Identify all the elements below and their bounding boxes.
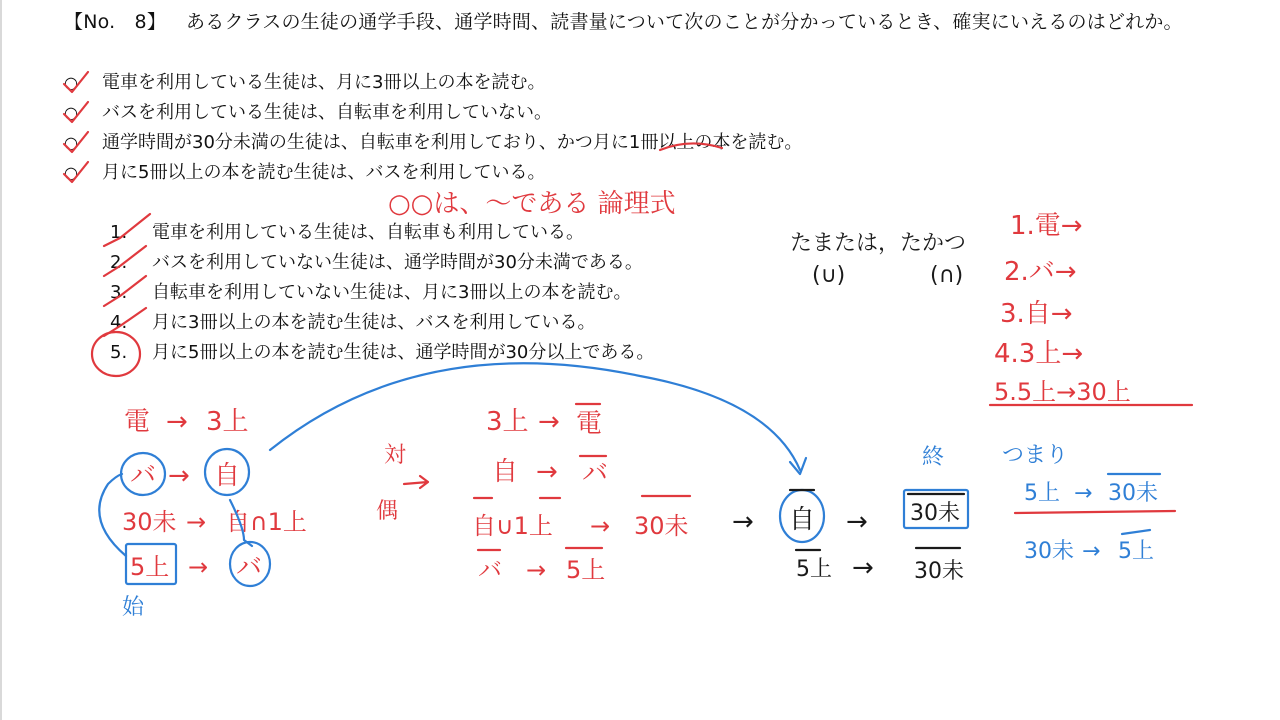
conclusion-label: つまり: [1002, 443, 1069, 468]
chain-term: 自: [214, 461, 241, 491]
chain-arrow: →: [188, 553, 209, 581]
check-mark-icon: [64, 132, 88, 152]
circle-bullet-icon: ○: [64, 133, 78, 152]
kaatsu-overline: [660, 143, 722, 150]
condition-text: 月に5冊以上の本を読む生徒は、バスを利用している。: [102, 162, 546, 183]
conclusion: [1002, 443, 1160, 564]
start-label: 始: [122, 595, 145, 620]
chain-term: 5上: [130, 553, 170, 581]
question-number: 【No. 8】: [64, 11, 167, 33]
check-mark-icon: [64, 162, 88, 182]
choice-text: 自転車を利用していない生徒は、月に3冊以上の本を読む。: [152, 282, 632, 303]
circle-bullet-icon: ○: [64, 73, 78, 92]
summary-item: 1.電→: [1010, 211, 1083, 241]
summary-list: [994, 211, 1131, 406]
strike-mark-icon: [104, 214, 150, 246]
summary-item: 3.自→: [1000, 299, 1073, 329]
strike-mark-icon: [104, 246, 146, 276]
contrapositive-char: 対: [384, 443, 407, 468]
contrapositive-char: 偶: [376, 499, 399, 524]
arrow-icon: [404, 476, 428, 488]
condition-text: 通学時間が30分未満の生徒は、自転車を利用しており、かつ月に1冊以上の本を読む。: [102, 132, 803, 153]
choice-number: 1.: [110, 222, 128, 243]
chain-term: 3上: [486, 407, 529, 437]
strike-mark-icon: [104, 276, 146, 306]
end-chain: [732, 445, 968, 584]
chain-term: 5上: [1118, 539, 1154, 564]
summary-item: 5.5上→30上: [994, 378, 1131, 406]
end-label: 終: [922, 445, 945, 470]
chain-arrow: →: [536, 457, 558, 487]
chain-term: 30未: [914, 559, 964, 584]
condition-check-marks: [64, 72, 88, 182]
chain-term: バ: [130, 461, 157, 491]
chain-term: 30未: [122, 508, 177, 536]
chain-arrow: →: [166, 407, 188, 437]
chain-arrow: →: [846, 507, 868, 537]
chain-term: バ: [478, 556, 502, 584]
chain-term: 5上: [566, 556, 606, 584]
chain-term: 3上: [206, 407, 249, 437]
condition-text: バスを利用している生徒は、自転車を利用していない。: [102, 102, 552, 123]
or-symbol: (∪): [812, 263, 846, 288]
chain-arrow: →: [186, 508, 207, 536]
negation-bar: [1122, 530, 1150, 534]
chain-term: 30未: [1024, 539, 1074, 564]
chain-arrow: →: [168, 461, 190, 491]
chain-term: 自: [492, 457, 519, 487]
chain-arrow: →: [732, 507, 754, 537]
choice-marks: [92, 214, 150, 376]
contrapositive: [376, 443, 428, 524]
chain-term: 30未: [634, 512, 689, 540]
or-and-note: たまたは，たかつ: [790, 231, 967, 256]
choice-number: 5.: [110, 342, 128, 363]
chain-term: 30未: [910, 501, 960, 526]
logic-note: ○○は、～である 論理式: [388, 189, 676, 219]
chain-term: 自∪1上: [472, 512, 553, 540]
flow-arrow-over: [270, 363, 800, 470]
chain-term: 自∩1上: [226, 508, 307, 536]
left-chain: [99, 363, 806, 620]
chain-term: 電: [124, 407, 151, 437]
conclusion-underline: [1015, 511, 1175, 513]
question-text: あるクラスの生徒の通学手段、通学時間、読書量について次のことが分かっているとき、確実にいえるのはどれか。: [186, 11, 1183, 33]
chain-arrow: →: [852, 553, 874, 583]
chain-term: 30未: [1108, 481, 1158, 506]
circle-bullet-icon: ○: [64, 163, 78, 182]
and-symbol: (∩): [930, 263, 964, 288]
summary-item: 2.バ→: [1004, 257, 1077, 287]
answer-circle-icon: [92, 332, 140, 376]
chain-term: バ: [236, 553, 263, 583]
check-mark-icon: [64, 102, 88, 122]
chain-term: バ: [582, 459, 609, 489]
chain-term: 電: [576, 409, 603, 439]
summary-item: 4.3上→: [994, 339, 1084, 369]
chain-arrow: →: [1074, 481, 1093, 506]
chain-arrow: →: [538, 407, 560, 437]
chain-arrow: →: [526, 556, 547, 584]
choice-text: 月に5冊以上の本を読む生徒は、通学時間が30分以上である。: [152, 342, 655, 363]
chain-term: 自: [789, 505, 816, 535]
choice-text: バスを利用していない生徒は、通学時間が30分未満である。: [152, 252, 643, 273]
condition-text: 電車を利用している生徒は、月に3冊以上の本を読む。: [102, 72, 546, 93]
choice-text: 月に3冊以上の本を読む生徒は、バスを利用している。: [152, 312, 596, 333]
chain-arrow: →: [590, 512, 611, 540]
choice-number: 4.: [110, 312, 128, 333]
circle-bullet-icon: ○: [64, 103, 78, 122]
chain-arrow: →: [1082, 539, 1101, 564]
chain-term: 5上: [796, 557, 832, 582]
middle-chain: [472, 404, 690, 584]
choice-text: 電車を利用している生徒は、自転車も利用している。: [152, 222, 584, 243]
choice-number: 2.: [110, 252, 128, 273]
check-mark-icon: [64, 72, 88, 92]
chain-term: 5上: [1024, 481, 1060, 506]
choice-number: 3.: [110, 282, 128, 303]
